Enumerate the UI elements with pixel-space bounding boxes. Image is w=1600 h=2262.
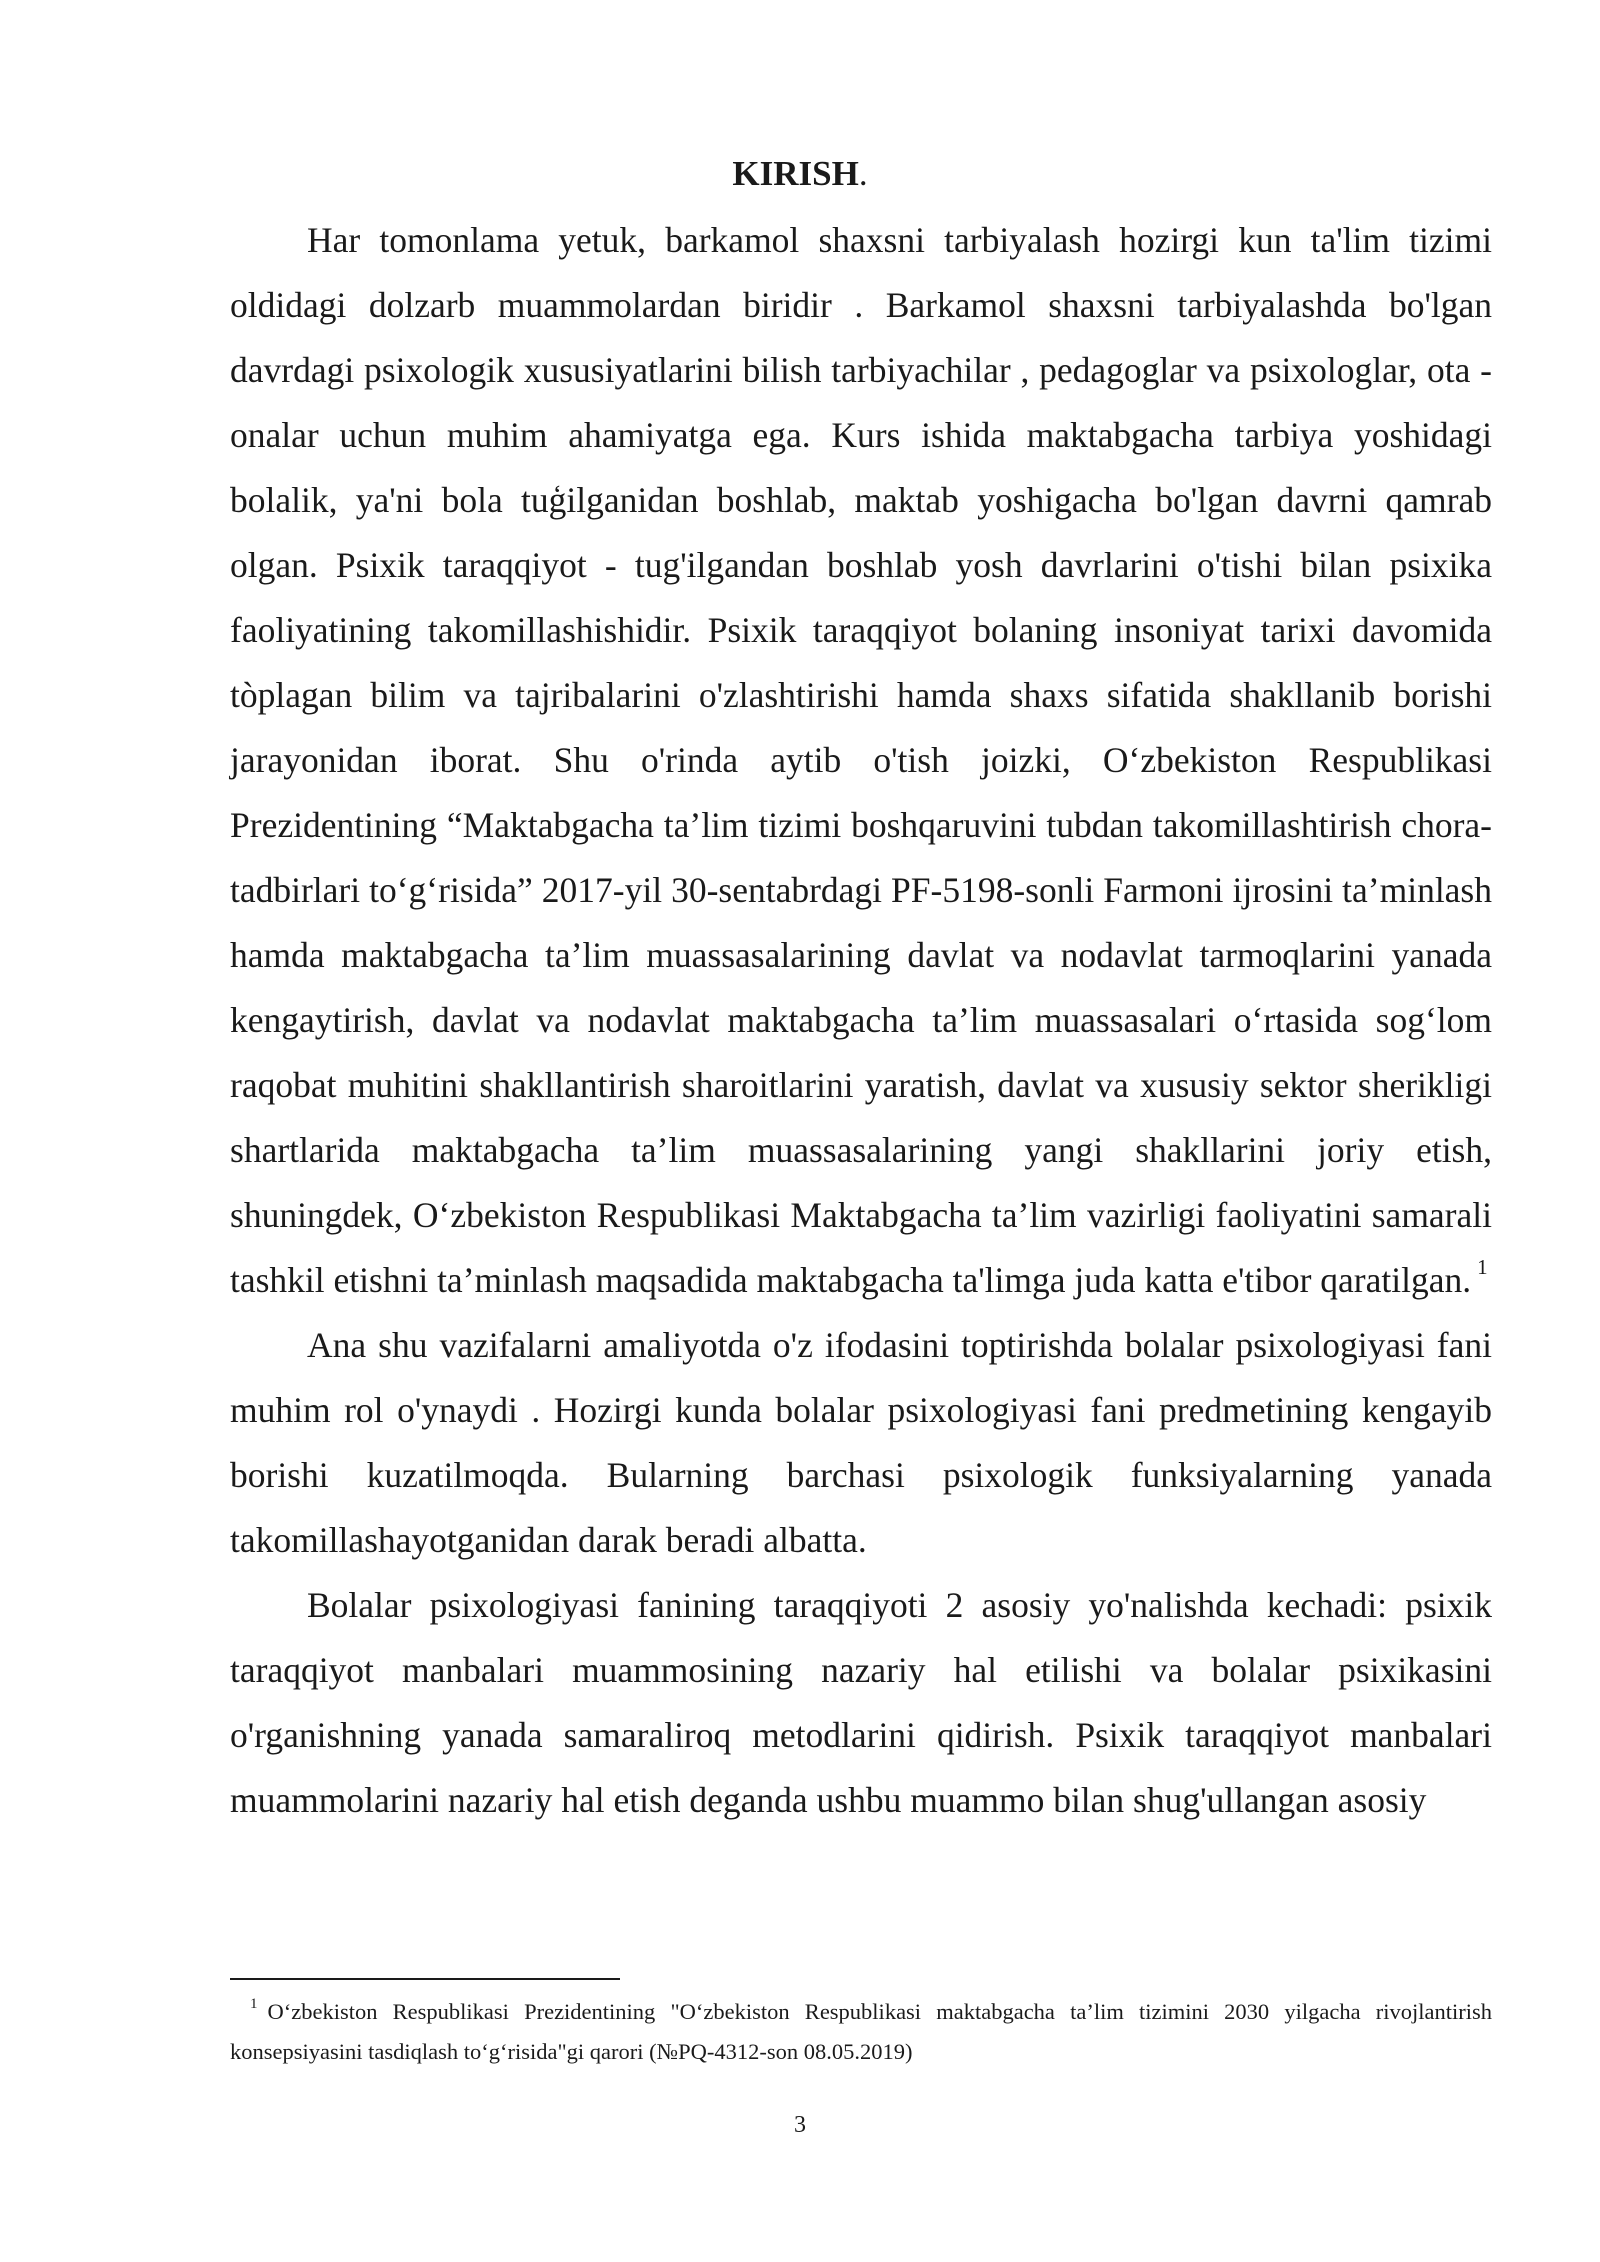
footnote-separator <box>230 1978 620 1980</box>
paragraph-intro <box>230 208 1492 1313</box>
footnote <box>230 1992 1492 2072</box>
paragraph-development <box>230 1573 1492 1833</box>
paragraph-intro-text: Har tomonlama yetuk, barkamol shaxsni tarbiyalash hozirgi kun ta'lim tizimi oldidagi dolzarb muammolardan biridir . Barkamol shaxsni tarbiyalashda bo'lgan davrdagi psixologik xususiyatlarini bilish tarbiyachilar , pedagoglar va psixologlar, ota - onalar uchun muhim ahamiyatga ega. Kurs ishida maktabgacha tarbiya yoshidagi bolalik, ya'ni bola tuģilganidan boshlab, maktab yoshigacha bo'lgan davrni qamrab olgan. Psixik taraqqiyot - tug'ilgandan boshlab yosh davrlarini o'tishi bilan psixika faoliyatining takomillashishidir. Psixik taraqqiyot bolaning insoniyat tarixi davomida tòplagan bilim va tajribalarini o'zlashtirishi hamda shaxs sifatida shakllanib borishi jarayonidan iborat. Shu o'rinda aytib o'tish joizki, O‘zbekiston Respublikasi Prezidentining “Maktabgacha ta’lim tizimi boshqaruvini tubdan takomillashtirish chora-tadbirlari to‘g‘risida” 2017-yil 30-sentabrdagi PF-5198-sonli Farmoni ijrosini ta’minlash hamda maktabgacha ta’lim muassasalarining davlat va nodavlat tarmoqlarini yanada kengaytirish, davlat va nodavlat maktabgacha ta’lim muassasalari o‘rtasida sog‘lom raqobat muhitini shakllantirish sharoitlarini yaratish, davlat va xususiy sektor sherikligi shartlarida maktabgacha ta’lim muassasalarining yangi shakllarini joriy etish, shuningdek, O‘zbekiston Respublikasi Maktabgacha ta’lim vazirligi faoliyatini samarali tashkil etishni ta’minlash maqsadida maktabgacha ta'limga juda katta e'tibor qaratilgan. <box>230 220 1492 1300</box>
page-number: 3 <box>794 2112 806 2138</box>
section-heading <box>0 150 1600 198</box>
paragraph-role <box>230 1313 1492 1573</box>
footnote-reference[interactable]: 1 <box>1477 1255 1488 1280</box>
body-text <box>230 208 1492 1833</box>
paragraph-role-text: Ana shu vazifalarni amaliyotda o'z ifodasini toptirishda bolalar psixologiyasi fani muhim rol o'ynaydi . Hozirgi kunda bolalar psixologiyasi fani predmetining kengayib borishi kuzatilmoqda. Bularning barchasi psixologik funksiyalarning yanada takomillashayotganidan darak beradi albatta. <box>230 1325 1492 1560</box>
footnote-text: O‘zbekiston Respublikasi Prezidentining "O‘zbekiston Respublikasi maktabgacha ta’lim tizimini 2030 yilgacha rivojlantirish konsepsiyasini tasdiqlash to‘g‘risida"gi qarori (№PQ-4312-son 08.05.2019) <box>230 1999 1492 2064</box>
paragraph-development-text: Bolalar psixologiyasi fanining taraqqiyoti 2 asosiy yo'nalishda kechadi: psixik taraqqiyot manbalari muammosining nazariy hal etilishi va bolalar psixikasini o'rganishning yanada samaraliroq metodlarini qidirish. Psixik taraqqiyot manbalari muammolarini nazariy hal etish deganda ushbu muammo bilan shug'ullangan asosiy <box>230 1585 1492 1820</box>
heading-period: . <box>858 154 868 193</box>
footnote-mark: 1 <box>250 1995 258 2012</box>
heading-title: KIRISH <box>732 154 859 193</box>
